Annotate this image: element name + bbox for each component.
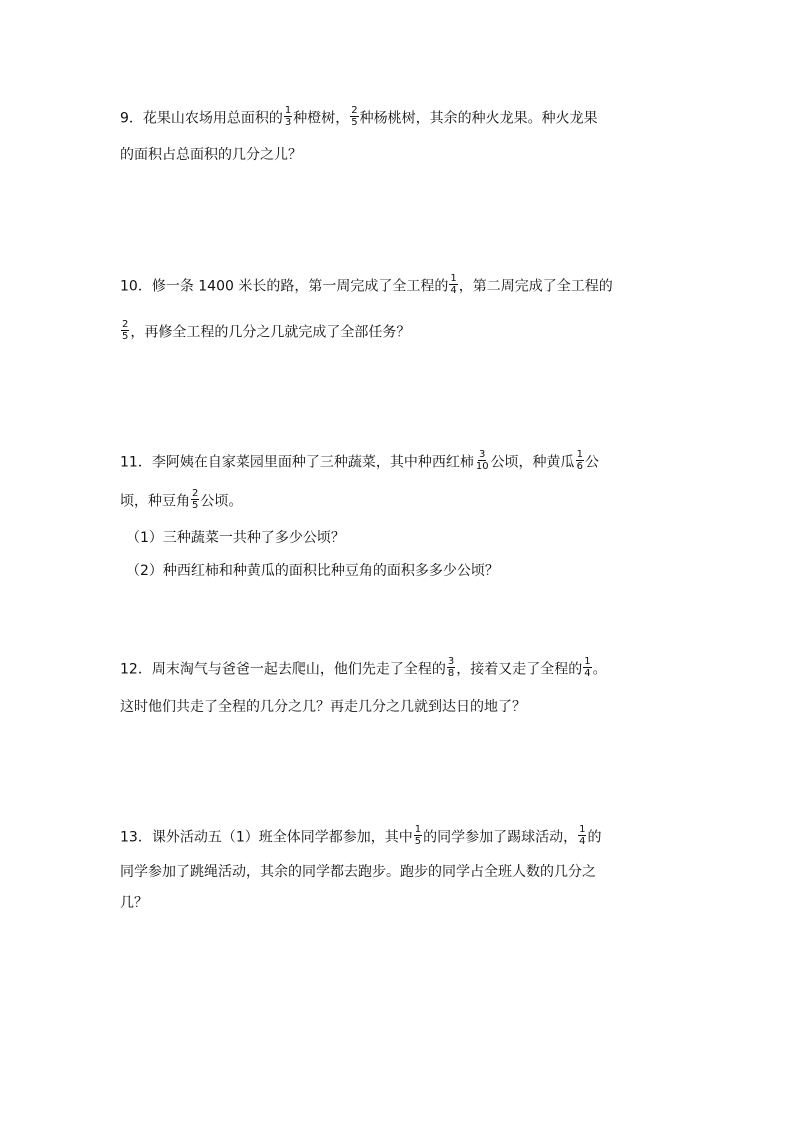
denominator: 5 bbox=[122, 331, 129, 342]
problem-10-text-a: 10．修一条 1400 米长的路，第一周完成了全工程的 bbox=[120, 278, 449, 295]
fraction bbox=[583, 656, 591, 679]
numerator: 1 bbox=[584, 656, 591, 667]
numerator: 3 bbox=[479, 449, 486, 460]
problem-13-text-b: 的同学参加了踢球活动， bbox=[423, 829, 578, 846]
fraction bbox=[449, 273, 457, 296]
denominator: 4 bbox=[579, 836, 586, 847]
problem-12-text-b: ，接着又走了全程的 bbox=[456, 661, 583, 678]
problem-11-question-2: （2）种西红柿和种黄瓜的面积比种豆角的面积多多少公顷？ bbox=[126, 563, 499, 579]
denominator: 8 bbox=[447, 668, 455, 679]
problem-13-text-c: 的 bbox=[587, 829, 602, 846]
numerator: 1 bbox=[414, 824, 422, 835]
denominator: 3 bbox=[284, 117, 292, 128]
fraction bbox=[121, 319, 129, 342]
problem-10-line-2 bbox=[120, 321, 410, 344]
numerator: 2 bbox=[192, 488, 199, 499]
problem-13-line-2: 同学参加了跳绳活动，其余的同学都去跑步。跑步的同学占全班人数的几分之 bbox=[120, 864, 596, 880]
numerator: 2 bbox=[351, 105, 358, 116]
problem-9-text-a: 9．花果山农场用总面积的 bbox=[120, 110, 283, 127]
problem-11-text-b: 公顷，种黄瓜 bbox=[490, 454, 575, 471]
problem-13-line-3: 几？ bbox=[120, 895, 148, 911]
denominator: 5 bbox=[414, 836, 422, 847]
fraction bbox=[414, 824, 422, 847]
fraction bbox=[475, 449, 490, 472]
numerator: 2 bbox=[122, 319, 129, 330]
denominator: 6 bbox=[576, 461, 583, 472]
problem-11-line-2 bbox=[120, 490, 242, 513]
problem-11-line-1 bbox=[120, 451, 599, 474]
problem-13-text-a: 13．课外活动五（1）班全体同学都参加，其中 bbox=[120, 829, 413, 846]
problem-11-text-a: 11．李阿姨在自家菜园里面种了三种蔬菜，其中种西红柿 bbox=[120, 454, 474, 471]
denominator: 10 bbox=[475, 461, 489, 472]
denominator: 5 bbox=[192, 500, 199, 511]
problem-12-line-1 bbox=[120, 658, 607, 681]
fraction bbox=[191, 488, 199, 511]
numerator: 1 bbox=[450, 273, 457, 284]
problem-10-line-1 bbox=[120, 275, 613, 298]
problem-13-line-1 bbox=[120, 826, 601, 849]
problem-11-text-e: 公顷。 bbox=[200, 493, 243, 510]
denominator: 4 bbox=[450, 285, 457, 296]
problem-9-text-b: 种橙树， bbox=[293, 110, 350, 127]
problem-9-line-2: 的面积占总面积的几分之儿？ bbox=[120, 147, 302, 163]
problem-12-text-c: 。 bbox=[592, 661, 607, 678]
numerator: 1 bbox=[284, 105, 292, 116]
problem-11-text-c: 公 bbox=[584, 454, 599, 471]
problem-12-line-2: 这时他们共走了全程的几分之几？再走几分之几就到达日的地了？ bbox=[120, 699, 526, 715]
problem-10-text-b: ，第二周完成了全工程的 bbox=[458, 278, 613, 295]
fraction bbox=[578, 824, 586, 847]
fraction bbox=[350, 105, 358, 128]
problem-11-text-d: 顷，种豆角 bbox=[120, 493, 190, 510]
numerator: 1 bbox=[576, 449, 583, 460]
problem-10-text-c: ，再修全工程的几分之几就完成了全部任务？ bbox=[130, 324, 411, 341]
numerator: 3 bbox=[447, 656, 455, 667]
denominator: 4 bbox=[584, 668, 591, 679]
problem-12-text-a: 12．周末淘气与爸爸一起去爬山，他们先走了全程的 bbox=[120, 661, 446, 678]
fraction bbox=[576, 449, 584, 472]
numerator: 1 bbox=[579, 824, 586, 835]
fraction bbox=[447, 656, 455, 679]
denominator: 5 bbox=[351, 117, 358, 128]
problem-11-question-1: （1）三种蔬菜一共种了多少公顷？ bbox=[126, 530, 345, 546]
fraction bbox=[284, 105, 292, 128]
problem-9-text-c: 种杨桃树，其余的种火龙果。种火龙果 bbox=[359, 110, 598, 127]
problem-9-line-1 bbox=[120, 107, 598, 130]
